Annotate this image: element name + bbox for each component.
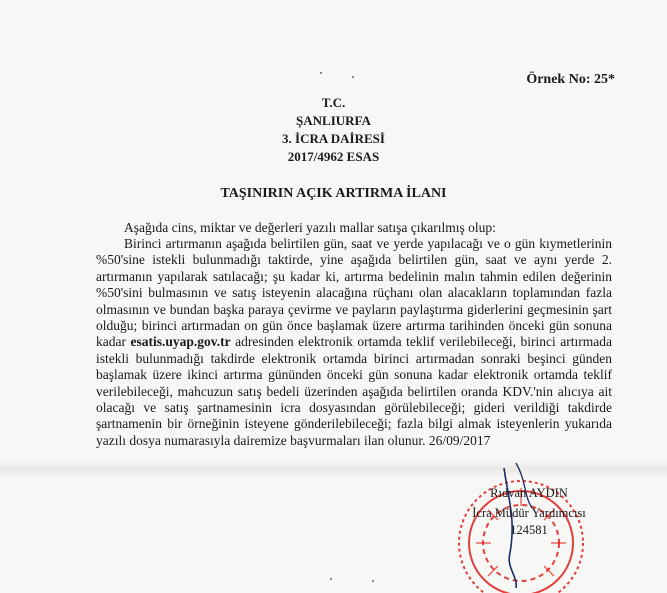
header-case-number: 2017/4962 ESAS (287, 149, 380, 164)
header-office: 3. İCRA DAİRESİ (282, 131, 385, 146)
main-paragraph (96, 236, 612, 449)
header-tc: T.C. (321, 95, 346, 110)
intro-paragraph: Aşağıda cins, miktar ve değerleri yazılı mallar satışa çıkarılmış olup: (124, 220, 496, 235)
paragraph-text-part2: adresinden elektronik ortamda teklif verilebileceği, birinci artırmada istekli bulunmadığı takdirde elektronik ortamda birinci artırmadan sonraki beşinci günden başlamak üzere ikinci artırma gününden önceki gün sonuna kadar elektronik ortamda teklif verilebileceği, mahcuzun satış bedeli üzerinden aşağıda belirtilen oranda KDV.'nin alıcıya ait olacağı ve satış şartnamesinin icra dosyasından görülebileceği; gideri verildiği takdirde şartnamenin bir örneğinin isteyene gönderilebileceği; fazla bilgi almak isteyenlerin yukarıda yazılı dosya numarasıyla dairemize başvurmaları ilan olunur. 26/09/2017 (96, 334, 613, 448)
signer-role: İcra Müdür Yardımcısı (472, 506, 586, 520)
signer-name: Rıdvan AYDIN (490, 486, 568, 500)
paragraph-text-part1: Birinci artırmanın aşağıda belirtilen gün, saat ve yerde yapılacağı ve o gün kıymetlerinin %50'sine istekli bulunmadığı taktirde, yine aşağıda belirtilen gün, saat ve aynı yerde 2. artırmanın yapılarak satılacağı; şu kadar ki, artırma bedelinin malın tahmin edilen değerinin %50'sini bulmasının ve satış isteyenin alacağına rüçhanı olan alacakların toplamından fazla olmasının ve bundan başka paraya çevirme ve payların paylaştırma giderlerini geçmesinin şart olduğu; birinci artırmadan on gün önce başlamak üzere artırma tarihinden önceki gün sonuna kadar (96, 236, 612, 350)
sample-number: Örnek No: 25* (526, 72, 615, 87)
esatis-link[interactable]: esatis.uyap.gov.tr (130, 334, 231, 350)
header-city: ŞANLIURFA (296, 113, 371, 128)
document-title: TAŞINIRIN AÇIK ARTIRMA İLANI (220, 186, 447, 201)
signer-id: 124581 (510, 523, 548, 537)
